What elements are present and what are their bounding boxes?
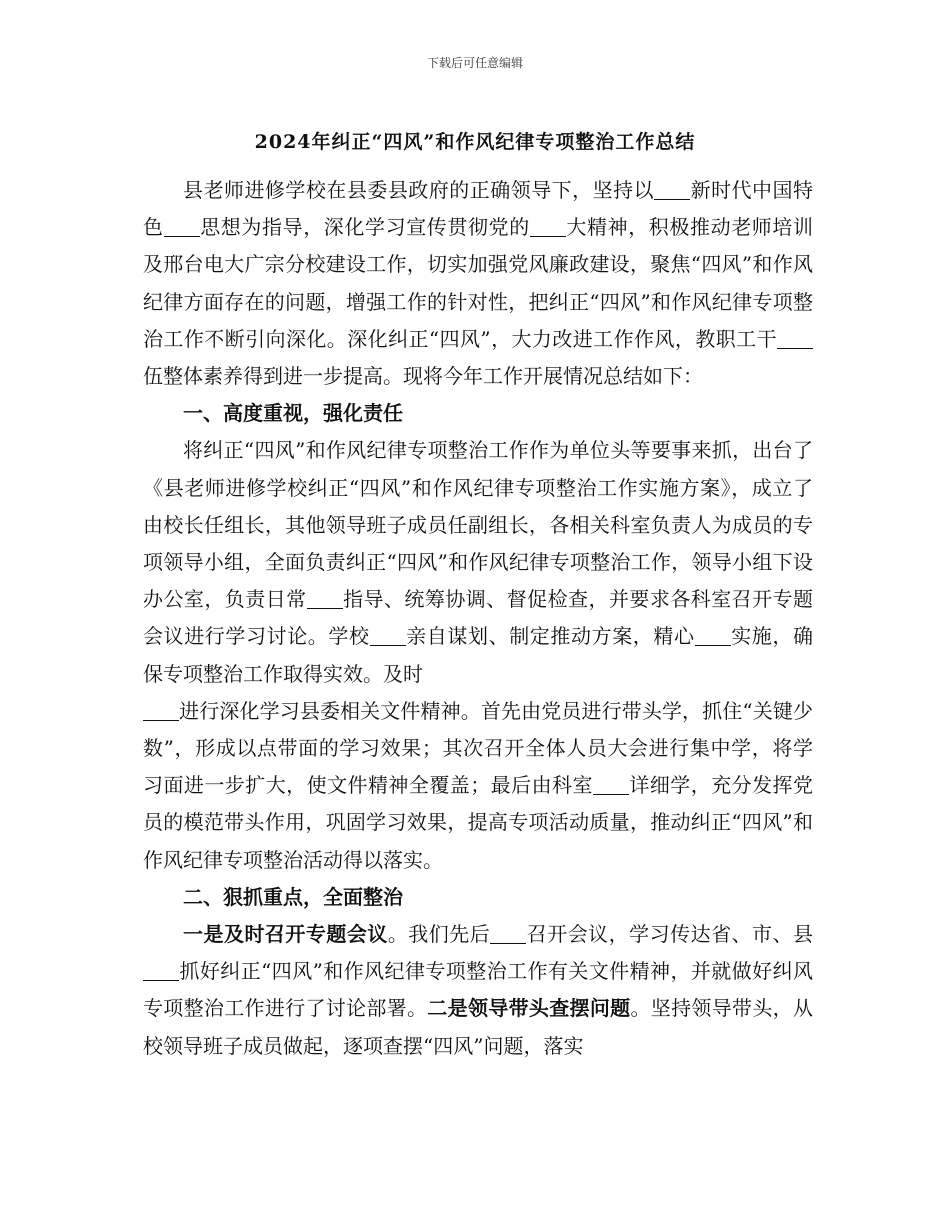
blank-line <box>490 923 526 944</box>
text-run: 新时代中国特色 <box>143 178 814 240</box>
text-run: 亲自谋划、制定推动方案，精心 <box>405 624 695 649</box>
blank-line <box>530 216 566 237</box>
section-heading-2: 二、狠抓重点，全面整治 <box>183 884 403 909</box>
text-run: 大精神，积极推动老师培训及邢台电大广宗分校建设工作，切实加强党风廉政建设，聚焦“四风”和作风纪律方面存在的问题，增强工作的针对性，把纠正“四风”和作风纪律专项整治工作不断引向深化。深化纠正“四风”，大力改进工作作风，教职工干 <box>143 215 814 351</box>
text-run: 。坚持领导带头，从校领导班子成员做起，逐项查摆“四风”问题，落实 <box>143 996 813 1058</box>
blank-line <box>593 774 629 795</box>
blank-line <box>370 625 406 646</box>
document-body <box>143 172 813 1065</box>
blank-line <box>654 179 690 200</box>
text-run: 抓好纠正“四风”和作风纪律专项整治工作有关文件精神，并就做好纠风专项整治工作进行了讨论部署。 <box>143 959 813 1021</box>
blank-line <box>164 216 200 237</box>
blank-line <box>777 328 813 349</box>
text-run: 召开会议，学习传达省、市、县 <box>526 922 814 947</box>
page-header: 下载后可任意编辑 <box>426 56 523 70</box>
section1-paragraph <box>143 432 813 878</box>
blank-line <box>695 625 731 646</box>
text-run: 思想为指导，深化学习宣传贯彻党的 <box>199 215 530 240</box>
text-run: 将纠正“四风”和作风纪律专项整治工作作为单位头等要事来抓，出台了《县老师进修学校纠正“四风”和作风纪律专项整治工作实施方案》，成立了由校长任组长，其他领导班子成员任副组长，各相关科室负责人为成员的专项领导小组，全面负责纠正“四风”和作风纪律专项整治工作，领导小组下设办公室，负责日常 <box>143 438 813 612</box>
section-heading-1: 一、高度重视，强化责任 <box>183 401 403 426</box>
bold-lead: 一是及时召开专题会议 <box>183 922 388 947</box>
blank-line <box>307 588 343 609</box>
document-title: 2024年纠正“四风”和作风纪律专项整治工作总结 <box>254 131 696 153</box>
text-run: 详细学，充分发挥党员的模范带头作用，巩固学习效果，提高专项活动质量，推动纠正“四风”和作风纪律专项整治活动得以落实。 <box>143 773 814 872</box>
section2-paragraph <box>143 916 813 1065</box>
text-run: 。我们先后 <box>387 922 491 947</box>
text-run: 实施，确保专项整治工作取得实效。及时 <box>143 624 814 686</box>
bold-lead: 二是领导带头查摆问题 <box>427 996 631 1021</box>
text-run: 伍整体素养得到进一步提高。现将今年工作开展情况总结如下： <box>143 364 703 389</box>
text-run: 进行深化学习县委相关文件精神。首先由党员进行带头学，抓住“关键少数”，形成以点带面的学习效果；其次召开全体人员大会进行集中学，将学习面进一步扩大，使文件精神全覆盖；最后由科室 <box>143 698 813 798</box>
intro-paragraph <box>143 172 813 395</box>
blank-line <box>143 700 179 721</box>
text-run: 县老师进修学校在县委县政府的正确领导下，坚持以 <box>183 178 655 202</box>
text-run: 指导、统筹协调、督促检查，并要求各科室召开专题会议进行学习讨论。学校 <box>143 587 814 649</box>
blank-line <box>143 960 179 981</box>
